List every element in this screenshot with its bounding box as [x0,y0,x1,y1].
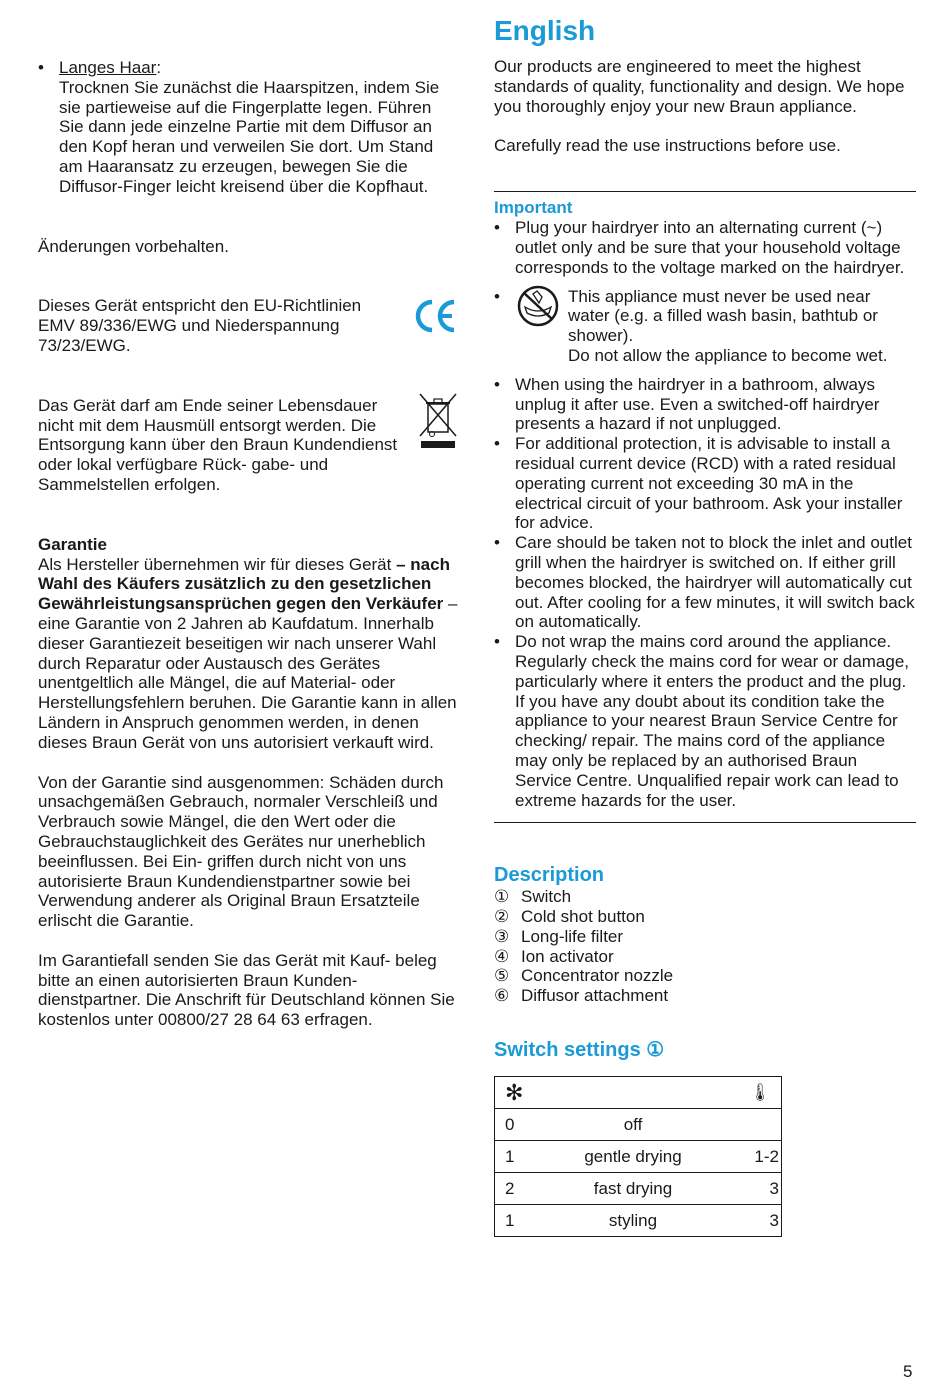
description-number: ③ [494,926,510,946]
setting-heat-level: 3 [731,1205,782,1237]
setting-heat-level [731,1109,782,1141]
english-heading: English [494,15,596,46]
important-item-6-text: • Do not wrap the mains cord around the appliance. Regularly check the mains cord for wear or damage, particularly where it enters the product and the plug. If you have any doubt about its condition take the appliance to your nearest Braun Service Centre for checking/ repair. The mains cord of the appliance may only be replaced by an authorised Braun Service Centre. Unqualified repair work can lead to extreme hazards for the user. [515,632,910,810]
table-row [495,1205,782,1237]
description-number: ⑥ [494,986,510,1006]
description-label: Switch [521,887,572,907]
setting-label: styling [535,1205,731,1237]
divider-bottom [494,822,916,823]
setting-fan-level: 1 [495,1141,536,1173]
switch-settings-title: Switch settings ① [494,1039,665,1062]
setting-heat-level: 3 [731,1173,782,1205]
table-row [495,1173,782,1205]
description-label: Ion activator [521,946,614,966]
table-header-spacer [535,1077,731,1109]
warranty-title: Garantie [38,534,107,554]
important-item-5-text: • Care should be taken not to block the inlet and outlet grill when the hairdryer is switched on. If either grill becomes blocked, the hairdryer will automatically cut out. After cooling for a few minutes, it will switch back on automatically. [515,533,915,632]
setting-fan-level: 2 [495,1173,536,1205]
important-title: Important [494,198,573,218]
table-header-row [495,1077,782,1109]
warranty-paragraph-3: Im Garantiefall senden Sie das Gerät mit Kauf- beleg bitte an einen autorisierten Braun Kunden- dienstpartner. Die Anschrift für Deutschland können Sie kostenlos unter 00800/27 28 64 63 erfragen. [38,950,455,1030]
description-item [494,887,916,907]
description-label: Concentrator nozzle [521,966,674,986]
setting-label: gentle drying [535,1141,731,1173]
setting-label: fast drying [535,1173,731,1205]
important-item-3 [494,375,916,434]
ce-mark-icon [412,296,458,336]
description-label: Diffusor attachment [521,986,669,1006]
table-row [495,1141,782,1173]
description-title: Description [494,864,605,887]
description-item [494,986,916,1006]
warranty-section [38,535,458,1030]
description-item [494,966,916,986]
description-number: ① [494,887,510,907]
left-column [38,58,458,1030]
warranty-p1-start: Als Hersteller übernehmen wir für dieses Gerät [38,554,392,574]
eu-text: Dieses Gerät entspricht den EU-Richtlinien EMV 89/336/EWG und Niederspannung 73/23/EWG. [38,296,362,355]
changes-note: Änderungen vorbehalten. [38,236,229,256]
temperature-icon: 🌡 [731,1077,782,1109]
important-item-6 [494,632,916,810]
important-item-2-text-b: Do not allow the appliance to become wet. [568,345,888,365]
important-item-4-text: • For additional protection, it is advisable to install a residual current device (RCD) with a rated residual operating current not exceeding 30 mA in the electrical circuit of your bathroom. Ask your installer for advice. [515,434,903,533]
setting-fan-level: 1 [495,1205,536,1237]
important-item-1-text: • Plug your hairdryer into an alternating current (~) outlet only and be sure that your household voltage corresponds to the voltage marked on the hairdryer. [515,218,905,277]
warranty-paragraph-1 [38,555,458,753]
warranty-paragraph-2: Von der Garantie sind ausgenommen: Schäden durch unsachgemäßen Gebrauch, normaler Verschleiß und Verbrauch sowie Mängel, die den Wert oder die Gebrauchstauglichkeit des Gerätes nur unerheblich beeinflussen. Bei Ein- griffen durch nicht von uns autorisierte Braun Kundendienstpartner sowie bei Verwendung anderer als Original Braun Ersatzteile erlischt die Garantie. [38,772,444,931]
eu-section [38,296,458,355]
important-item-3-text: • When using the hairdryer in a bathroom, always unplug it after use. Even a switched-off hairdryer presents a hazard if not unplugged. [515,374,880,434]
disposal-section [38,396,458,495]
warranty-p1-bold: – nach Wahl des Käufers zusätzlich zu den gesetzlichen Gewährleistungsansprüchen gegen den Verkäufer [38,554,450,614]
setting-label: off [535,1109,731,1141]
bullet-long-hair: • Langes Haar: Trocknen Sie zunächst die Haarspitzen, indem Sie sie partieweise auf die Fingerplatte legen. Führen Sie dann jede einzelne Partie mit dem Diffusor an den Kopf heran und verweilen Sie dort. Um Stand am Haaransatz zu erzeugen, bewegen Sie die Diffusor-Finger leicht kreisend über die Kopfhaut. [38,58,458,197]
description-item [494,927,916,947]
table-row [495,1109,782,1141]
no-water-icon [515,285,561,327]
divider-top [494,191,916,192]
description-item [494,947,916,967]
setting-fan-level: 0 [495,1109,536,1141]
long-hair-label: Langes Haar [59,58,157,77]
description-list [494,887,916,1006]
important-item-2 [494,287,916,366]
intro-paragraph-2: Carefully read the use instructions before use. [494,136,841,156]
setting-heat-level: 1-2 [731,1141,782,1173]
description-label: Cold shot button [521,907,645,927]
description-label: Long-life filter [521,926,624,946]
description-number: ④ [494,946,510,966]
warranty-p1-end: – eine Garantie von 2 Jahren ab Kaufdatum. Innerhalb dieser Garantiezeit beseitigen wir nach unserer Wahl durch Reparatur oder Austausch des Gerätes unentgeltlich alle Mängel, die auf Material- oder Herstellungsfehlern beruhen. Die Garantie kann in allen Ländern in Anspruch genommen werden, in denen dieses Braun Gerät von uns autorisiert verkauft wird. [38,594,458,752]
important-item-4 [494,434,916,533]
right-column [494,14,916,1237]
important-item-1 [494,218,916,277]
description-number: ⑤ [494,966,510,986]
page-number: 5 [903,1362,913,1381]
fan-icon: ✻ [495,1077,536,1109]
important-item-5 [494,533,916,632]
important-item-2-text-a: • This appliance must never be used near water (e.g. a filled wash basin, bathtub or shower). [568,286,878,346]
description-item [494,907,916,927]
disposal-text: Das Gerät darf am Ende seiner Lebensdauer nicht mit dem Hausmüll entsorgt werden. Die Entsorgung kann über den Braun Kundendienst oder lokal verfügbare Rück- gabe- und Sammelstellen erfolgen. [38,395,398,494]
description-number: ② [494,907,510,927]
crossed-bin-icon [418,392,458,450]
long-hair-text: Trocknen Sie zunächst die Haarspitzen, indem Sie sie partieweise auf die Fingerplatte legen. Führen Sie dann jede einzelne Partie mit dem Diffusor an den Kopf heran und verweilen Sie dort. Um Stand am Haaransatz zu erzeugen, bewegen Sie die Diffusor-Finger leicht kreisend über die Kopfhaut. [59,77,440,196]
switch-settings-table [494,1076,782,1237]
intro-paragraph-1: Our products are engineered to meet the highest standards of quality, functionality and design. We hope you thoroughly enjoy your new Braun appliance. [494,57,905,116]
